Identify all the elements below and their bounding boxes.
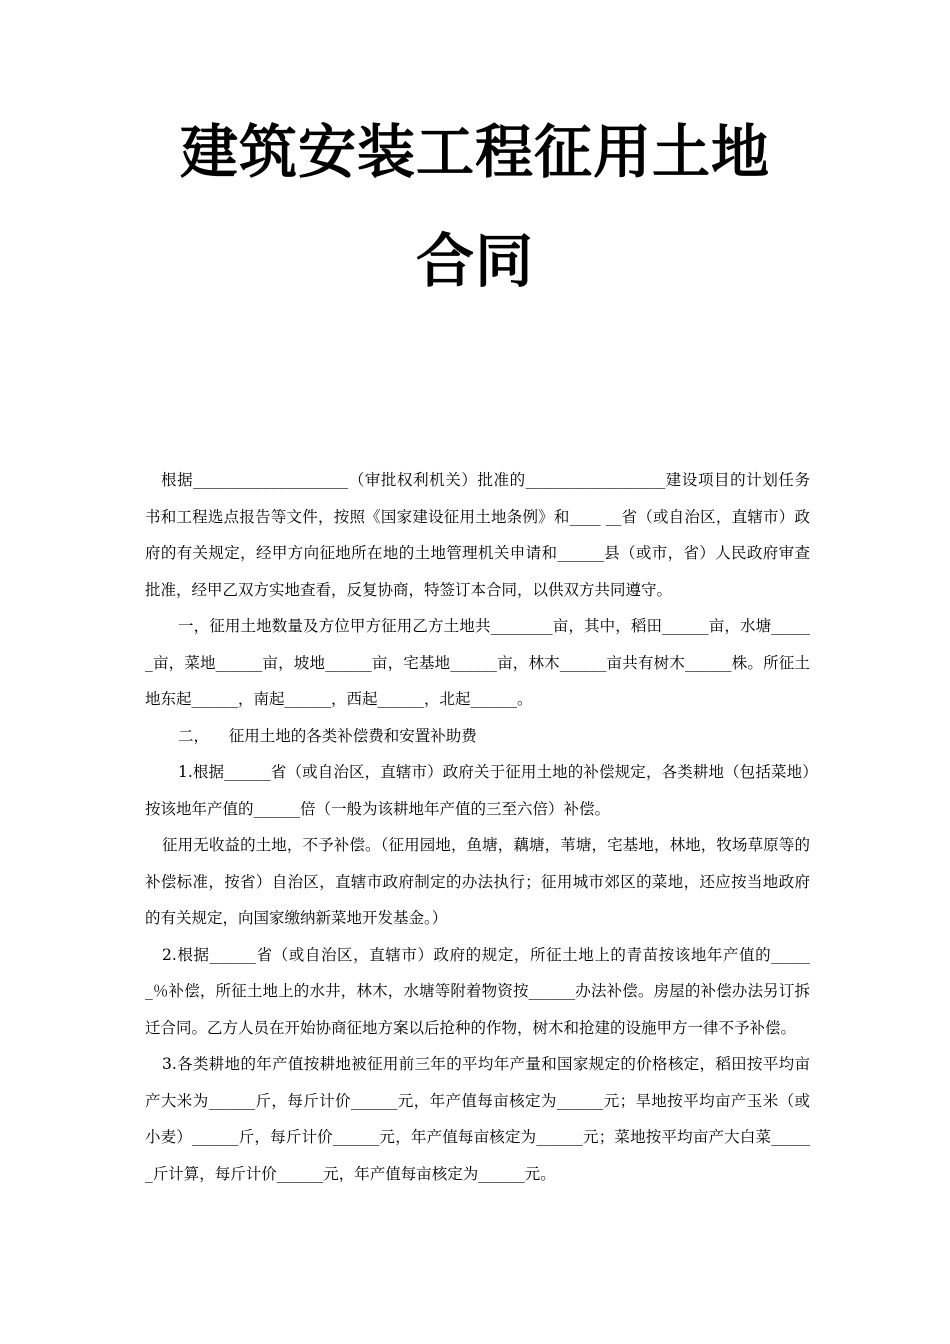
paragraph-preamble: 根据____________________（审批权利机关）批准的__________________建设项目的计划任务书和工程选点报告等文件，按照《国家建设征用土地条例》和____ __省（或自治区，直辖市）政府的有关规定，经甲方向征地所在地的土地管理机关申请和______县（或市，省）人民政府审查批准，经甲乙双方实地查看，反复协商，特签订本合同，以供双方共同遵守。: [145, 471, 810, 599]
paragraph-compensation-heading: 二， 征用土地的各类补偿费和安置补助费: [178, 726, 477, 745]
paragraph-compensation-1: 1.根据______省（或自治区，直辖市）政府关于征用土地的补偿规定，各类耕地（包括菜地）按该地年产值的______倍（一般为该耕地年产值的三至六倍）补偿。: [145, 763, 810, 818]
paragraph-compensation-3: 3.各类耕地的年产值按耕地被征用前三年的平均年产量和国家规定的价格核定，稻田按平均亩产大米为______斤，每斤计价______元，年产值每亩核定为______元；旱地按平均亩产玉米（或小麦）______斤，每斤计价______元，年产值每亩核定为______元；菜地按平均亩产大白菜______斤计算，每斤计价______元，年产值每亩核定为______元。: [145, 1055, 810, 1183]
document-title-line2: 合同: [415, 227, 534, 295]
paragraph-no-revenue-land: 征用无收益的土地，不予补偿。（征用园地，鱼塘，藕塘，苇塘，宅基地，林地，牧场草原等的补偿标准，按省）自治区，直辖市政府制定的办法执行；征用城市郊区的菜地，还应按当地政府的有关规定，向国家缴纳新菜地开发基金。）: [145, 836, 810, 927]
paragraph-compensation-2: 2.根据______省（或自治区，直辖市）政府的规定，所征土地上的青苗按该地年产值的______％补偿，所征土地上的水井，林木，水塘等附着物资按______办法补偿。房屋的补偿办法另订拆迁合同。乙方人员在开始协商征地方案以后抢种的作物，树木和抢建的设施甲方一律不予补偿。: [145, 945, 810, 1037]
document-title-line1: 建筑安装工程征用土地: [179, 118, 770, 186]
paragraph-land-quantity: 一，征用土地数量及方位甲方征用乙方土地共________亩，其中，稻田______亩，水塘______亩，菜地______亩，坡地______亩，宅基地______亩，林木______亩共有树木______株。所征土地东起______，南起______，西起______，北起______。: [145, 617, 810, 708]
document-body: [145, 462, 810, 1192]
